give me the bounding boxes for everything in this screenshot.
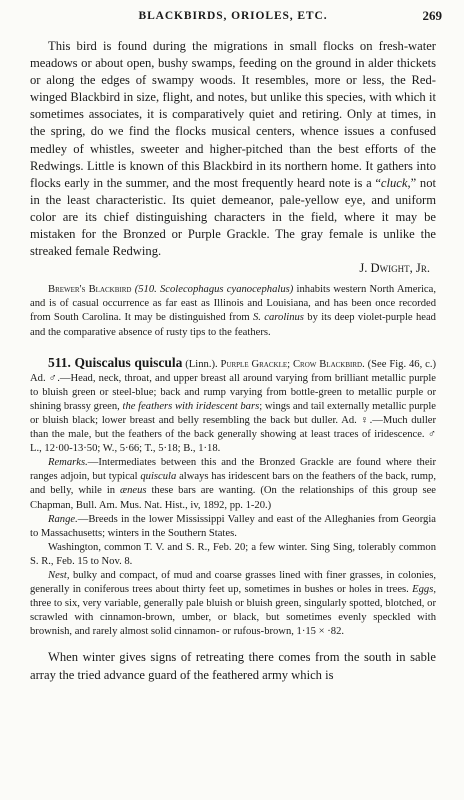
species-name-brewers: Brewer's Blackbird xyxy=(48,284,132,296)
paragraph-range: Range.—Breeds in the lower Mississippi Valley and east of the Alleghanies from Georgia to Massachusetts; winters in the Southern States. xyxy=(30,513,436,539)
common-name: Purple Grackle; Crow Blackbird. xyxy=(220,358,365,370)
note-cluck: cluck xyxy=(380,175,408,190)
paragraph-closing: When winter gives signs of retreating there comes from the south in sable array the tried advance guard of the feathered army which is xyxy=(30,650,436,682)
paragraph-remarks: Remarks.—Intermediates between this and the Bronzed Grackle are found where their ranges adjoin, but typical quiscula always has iridescent bars on the feathers of the back, rump, and belly, while in æneus these bars are wanting. (On the relationships of this group see Chapman, Bull. Am. Mus. Nat. Hist., iv, 1892, pp. 1-20.) xyxy=(30,457,436,511)
species-entry-purple-grackle: 511. Quiscalus quiscula (Linn.). Purple Grackle; Crow Blackbird. (See Fig. 46, c.) Ad. ♂.—Head, neck, throat, and upper breast all around varying from brilliant metallic purple to bluish green or steel-blue; back and rump varying from bottle-green to metallic purple or shining brassy green, the feathers with iridescent bars; wings and tail externally metallic purple or bluish black; lower breast and belly resembling the back but duller. Ad. ♀.—Much duller than the male, but the feathers of the back generally showing at least traces of iridescence. ♂ L., 12·00-13·50; W., 5·66; T., 5·18; B., 1·18. xyxy=(30,354,437,455)
page-number: 269 xyxy=(422,8,442,23)
paragraph-habits: This bird is found during the migrations in small flocks on fresh-water meadows or about open, bushy swamps, feeding on the ground in alder thickets or along the edges of swampy woods. It resembles, more or less, the Red-winged Blackbird in size, flight, and notes, but unlike this species, with which it sometimes associates, it is comparatively quiet and retiring. Only at times, in the spring, do we find the flocks musical centers, whence issues a confused medley of whistles, sweeter and higher-pitched than the best efforts of the Redwings. Little is known of this Blackbird in its northern home. It gathers into flocks early in the summer, and the most frequently heard note is a “cluck,” not in the least characteristic. Its quiet demeanor, pale-yellow eye, and uniform color are its chief distinguishing characters in the field, where it may be mistaken for the Bronzed or Purple Grackle. The gray female is unlike the streaked female Redwing. xyxy=(30,39,436,259)
species-heading: 511. Quiscalus quiscula xyxy=(48,354,183,370)
paragraph-nest-eggs: Nest, bulky and compact, of mud and coarse grasses lined with finer grasses, in colonies, generally in coniferous trees about thirty feet up, sometimes in bushes or holes in trees. Eggs, three to six, very variable, generally pale bluish or bluish green, singularly spotted, blotched, or scrawled with cinnamon-brown, umber, or black, but sometimes evenly speckled with brownish, and rarely almost solid cinnamon- or rufous-brown, 1·15 × ·82. xyxy=(30,570,436,638)
paragraph-brewers-blackbird: Brewer's Blackbird (510. Scolecophagus cyanocephalus) inhabits western North America, and is of casual occurrence as far east as Illinois and Louisiana, and has been once recorded from South Carolina. It may be distinguished from S. carolinus by its deep violet-purple head and the comparative absence of rusty tips to the feathers. xyxy=(30,284,436,338)
page-header xyxy=(30,6,442,28)
paragraph-local-records: Washington, common T. V. and S. R., Feb. 20; a few winter. Sing Sing, tolerably common S. R., Feb. 15 to Nov. 8. xyxy=(30,541,436,567)
author-signature: J. Dwight, Jr. xyxy=(359,261,430,276)
running-head: BLACKBIRDS, ORIOLES, ETC. xyxy=(138,10,328,22)
